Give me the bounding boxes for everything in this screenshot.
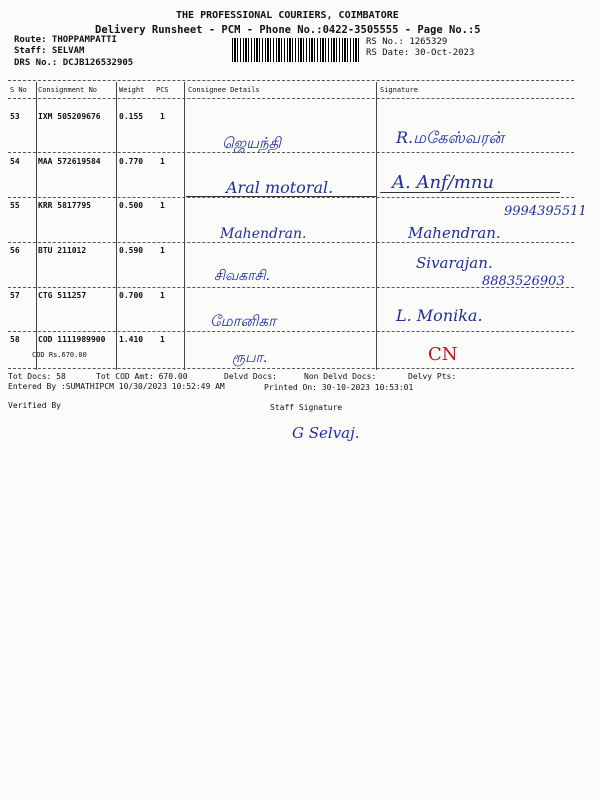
divider	[8, 80, 574, 81]
consignee-handwriting: Aral motoral.	[226, 178, 334, 197]
company-title: THE PROFESSIONAL COURIERS, COIMBATORE	[176, 10, 399, 21]
column-line	[376, 82, 377, 370]
row-sno: 57	[10, 291, 20, 300]
row-sno: 58	[10, 335, 20, 344]
divider	[8, 331, 574, 332]
signature-handwriting: Sivarajan.	[416, 254, 493, 272]
row-sno: 55	[10, 201, 20, 210]
signature-handwriting: CN	[428, 344, 458, 365]
signature-handwriting: L. Monika.	[396, 306, 483, 325]
consignee-handwriting: ரூபா.	[232, 350, 268, 366]
delivery-points: Delvy Pts:	[408, 372, 457, 381]
printed-on: Printed On: 30-10-2023 10:53:01	[264, 383, 414, 392]
col-pcs: PCS	[156, 86, 169, 94]
column-line	[36, 82, 37, 370]
divider	[8, 368, 574, 369]
row-pcs: 1	[160, 291, 165, 300]
row-consignment: COD 1111989900	[38, 335, 106, 344]
row-sno: 56	[10, 246, 20, 255]
underline	[380, 192, 560, 193]
row-pcs: 1	[160, 335, 165, 344]
entered-by: Entered By :SUMATHIPCM 10/30/2023 10:52:49 AM	[8, 382, 225, 391]
phone-handwriting: 8883526903	[482, 274, 565, 289]
column-line	[184, 82, 185, 370]
staff-signature-label: Staff Signature	[270, 403, 343, 412]
rs-number: RS No.: 1265329	[366, 37, 448, 47]
divider	[8, 197, 574, 198]
row-pcs: 1	[160, 246, 165, 255]
row-pcs: 1	[160, 112, 165, 121]
row-sno: 53	[10, 112, 20, 121]
cod-note: COD Rs.670.00	[32, 351, 87, 359]
divider	[8, 287, 574, 288]
divider	[8, 98, 574, 99]
row-weight: 0.770	[119, 157, 144, 166]
row-consignment: MAA 572619584	[38, 157, 101, 166]
signature-handwriting: Mahendran.	[408, 224, 501, 242]
staff-signature-handwriting: G Selvaj.	[292, 424, 360, 442]
col-sno: S No	[10, 86, 27, 94]
row-consignment: IXM 505209676	[38, 112, 101, 121]
col-signature: Signature	[380, 86, 418, 94]
signature-handwriting: A. Anf/mnu	[392, 172, 495, 193]
consignee-handwriting: ஜெயந்தி	[222, 134, 281, 152]
column-line	[116, 82, 117, 370]
row-pcs: 1	[160, 201, 165, 210]
divider	[8, 152, 574, 153]
row-weight: 0.590	[119, 246, 144, 255]
rs-date: RS Date: 30-Oct-2023	[366, 48, 475, 58]
row-consignment: BTU 211012	[38, 246, 87, 255]
col-consignee: Consignee Details	[188, 86, 260, 94]
consignee-handwriting: மோனிகா	[210, 312, 276, 330]
delivered-docs: Delvd Docs:	[224, 372, 277, 381]
row-weight: 0.500	[119, 201, 144, 210]
col-weight: Weight	[119, 86, 145, 94]
staff: Staff: SELVAM	[14, 46, 85, 56]
barcode	[232, 38, 360, 62]
row-weight: 0.700	[119, 291, 144, 300]
total-docs: Tot Docs: 58	[8, 372, 66, 381]
signature-handwriting: R.மகேஸ்வரன்	[396, 128, 504, 147]
row-consignment: CTG 511257	[38, 291, 87, 300]
verified-by: Verified By	[8, 401, 61, 410]
row-weight: 0.155	[119, 112, 144, 121]
divider	[8, 242, 574, 243]
non-delivered-docs: Non Delvd Docs:	[304, 372, 377, 381]
runsheet-subtitle: Delivery Runsheet - PCM - Phone No.:0422-3505555 - Page No.:5	[95, 24, 481, 36]
total-cod: Tot COD Amt: 670.00	[96, 372, 188, 381]
col-consignment: Consignment No	[38, 86, 98, 94]
drs-number: DRS No.: DCJB126532905	[14, 58, 134, 68]
phone-handwriting: 9994395511	[504, 204, 587, 219]
consignee-handwriting: Mahendran.	[220, 226, 307, 242]
row-pcs: 1	[160, 157, 165, 166]
consignee-handwriting: சிவகாசி.	[214, 268, 271, 284]
row-weight: 1.410	[119, 335, 144, 344]
route: Route: THOPPAMPATTI	[14, 35, 117, 45]
row-consignment: KRR 5817795	[38, 201, 91, 210]
row-sno: 54	[10, 157, 20, 166]
